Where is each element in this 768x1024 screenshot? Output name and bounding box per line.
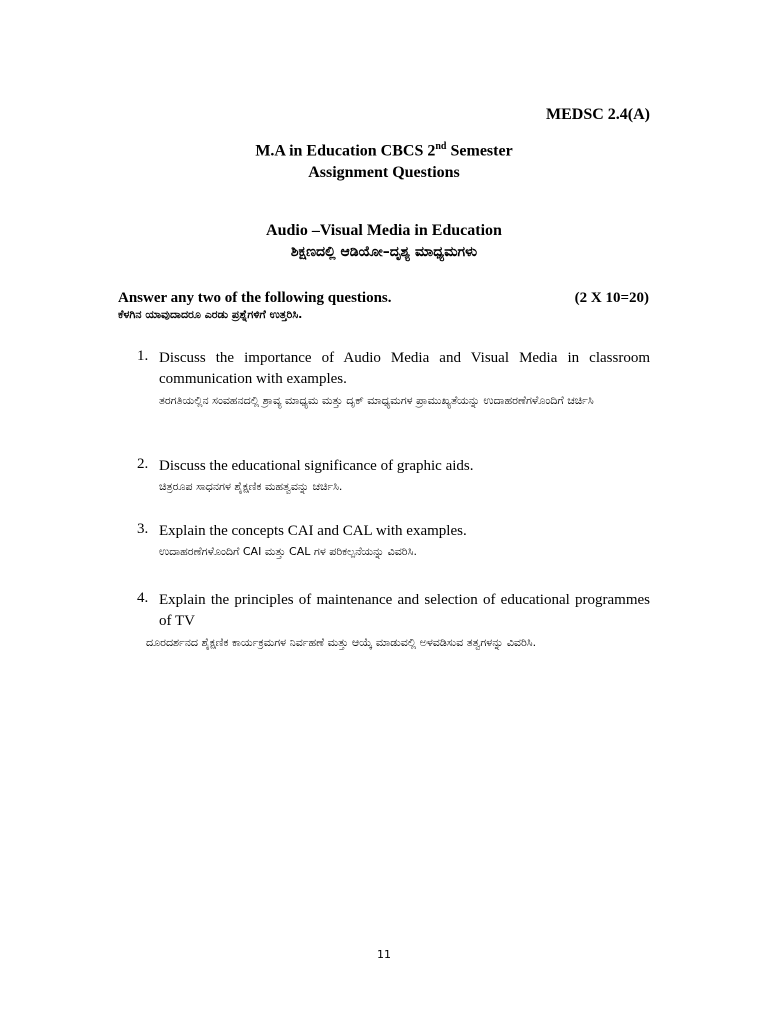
question-1 <box>137 348 650 412</box>
question-text-en: Discuss the importance of Audio Media and Visual Media in classroom communication with examples. <box>159 350 650 387</box>
paper-title-en: Audio –Visual Media in Education <box>266 222 502 239</box>
page-number: 11 <box>377 948 391 961</box>
question-number: 3. <box>137 521 149 537</box>
question-text-kn: ತರಗತಿಯಲ್ಲಿನ ಸಂವಹನದಲ್ಲಿ ಶ್ರಾವ್ಯ ಮಾಧ್ಯಮ ಮತ್ತು ದೃಕ್ ಮಾಧ್ಯಮಗಳ ಪ್ರಾಮುಖ್ಯತೆಯನ್ನು ಉದಾಹರಣೆಗಳೊಂದಿಗೆ ಚರ್ಚಿಸಿ <box>159 394 594 407</box>
question-text-kn: ಉದಾಹರಣೆಗಳೊಂದಿಗೆ CAI ಮತ್ತು CAL ಗಳ ಪರಿಕಲ್ಪನೆಯನ್ನು ವಿವರಿಸಿ. <box>159 545 417 558</box>
page-title <box>0 141 768 160</box>
marks-allocation: (2 X 10=20) <box>574 290 649 306</box>
question-number: 1. <box>137 348 149 364</box>
title-prefix: M.A in Education CBCS 2 <box>255 142 436 160</box>
instruction-kn: ಕೆಳಗಿನ ಯಾವುದಾದರೂ ಎರಡು ಪ್ರಶ್ನೆಗಳಿಗೆ ಉತ್ತರಿಸಿ. <box>118 308 303 321</box>
question-number: 4. <box>137 590 149 606</box>
paper-title-kn: ಶಿಕ್ಷಣದಲ್ಲಿ ಆಡಿಯೋ–ದೃಶ್ಯ ಮಾಧ್ಯಮಗಳು <box>290 244 478 260</box>
question-4 <box>137 590 650 654</box>
question-text-en: Explain the principles of maintenance and selection of educational programmes of TV <box>159 592 650 629</box>
course-code: MEDSC 2.4(A) <box>546 106 650 123</box>
title-superscript: nd <box>435 141 447 152</box>
question-number: 2. <box>137 456 149 472</box>
question-text-kn: ದೂರದರ್ಶನದ ಶೈಕ್ಷಣಿಕ ಕಾರ್ಯಕ್ರಮಗಳ ನಿರ್ವಹಣೆ ಮತ್ತು ಆಯ್ಕೆ ಮಾಡುವಲ್ಲಿ ಅಳವಡಿಸುವ ತತ್ವಗಳನ್ನು ವಿವರಿಸಿ. <box>146 636 537 649</box>
question-text-en: Explain the concepts CAI and CAL with examples. <box>159 523 467 539</box>
title-suffix: Semester <box>446 142 513 160</box>
page-subtitle: Assignment Questions <box>308 164 460 181</box>
question-3 <box>137 521 650 562</box>
question-text-kn: ಚಿತ್ರರೂಪ ಸಾಧನಗಳ ಶೈಕ್ಷಣಿಕ ಮಹತ್ವವನ್ನು ಚರ್ಚಿಸಿ. <box>159 480 343 493</box>
question-text-en: Discuss the educational significance of graphic aids. <box>159 458 474 474</box>
instruction-en: Answer any two of the following questions. <box>118 290 392 306</box>
question-2 <box>137 456 650 497</box>
